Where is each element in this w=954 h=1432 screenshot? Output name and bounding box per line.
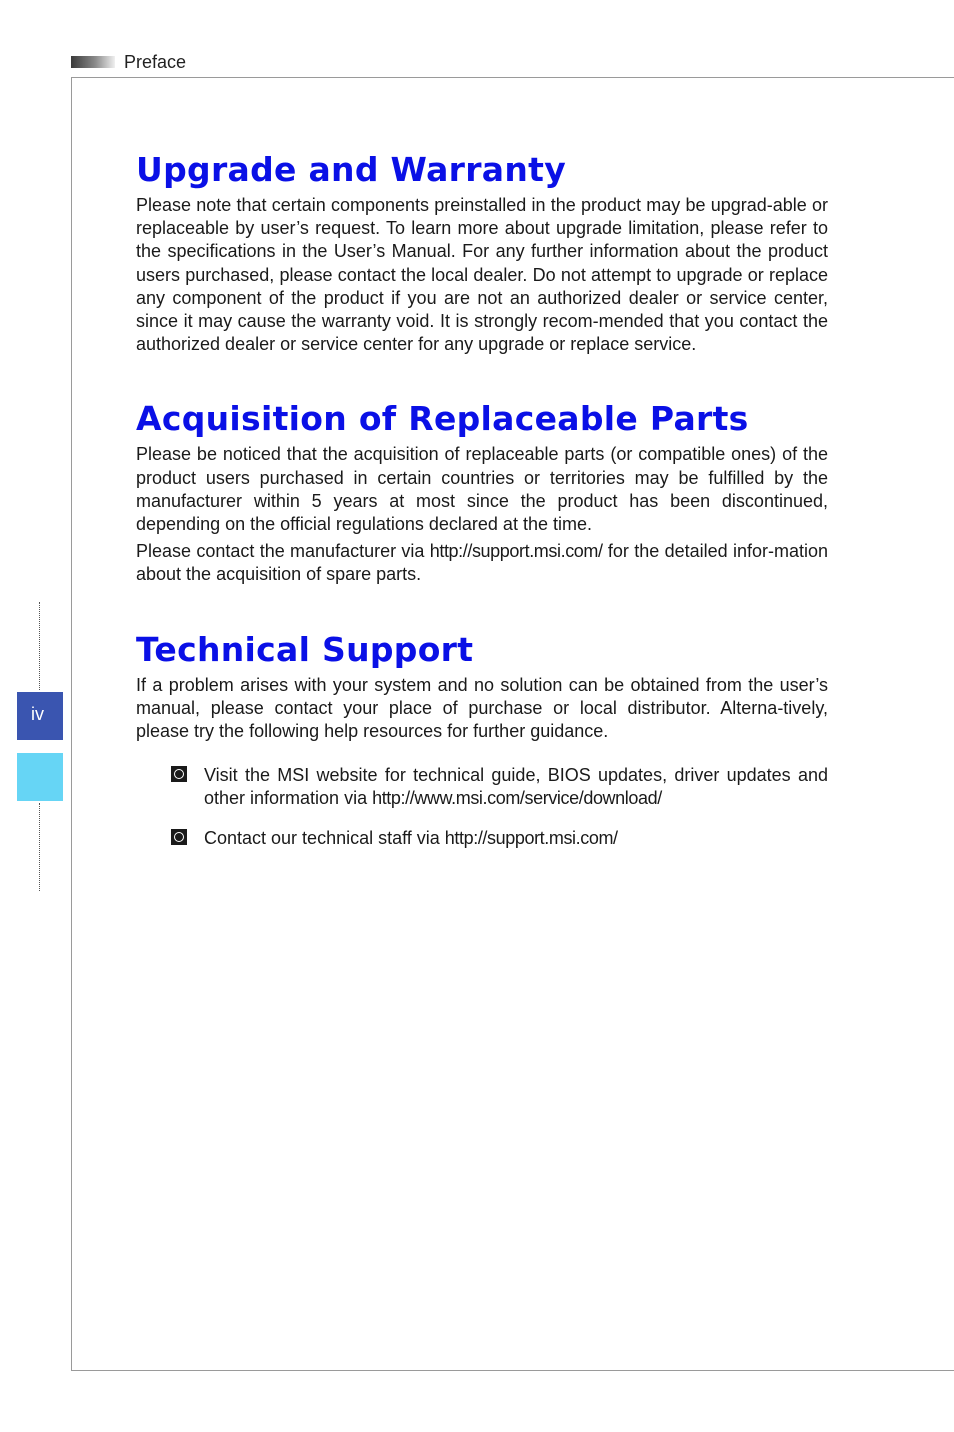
header-title: Preface: [124, 52, 187, 72]
contact-paragraph: [136, 540, 828, 586]
page-tab-accent: [17, 753, 63, 801]
header-gradient-bar: [71, 56, 115, 68]
bullet-text: Contact our technical staff via: [204, 827, 445, 848]
bullet-circle-icon: [171, 829, 187, 845]
section-title: Acquisition of Replaceable Parts: [136, 399, 749, 439]
support-resources-list: [136, 764, 828, 850]
download-link[interactable]: http://www.msi.com/service/download/: [372, 788, 662, 809]
bullet-text: Visit the MSI website for technical guide, BIOS updates, driver updates and other information via: [204, 765, 828, 809]
section-paragraph: Please note that certain components preinstalled in the product may be upgrad-able or replaceable by user’s request. To learn more about upgrade limitation, please refer to the specifications in the User’s Manual. For any further information about the product users purchased, please contact the local dealer. Do not attempt to upgrade or replace any component of the product if you are not an authorized dealer or service center, since it may cause the warranty void. It is strongly recom-mended that you contact the authorized dealer or service center for any upgrade or replace service.: [136, 195, 828, 355]
list-item: [136, 827, 828, 850]
section-paragraph: Please be noticed that the acquisition of replaceable parts (or compatible ones) of the product users purchased in certain countries or territories may be fulfilled by the manufacturer within 5 years at most since the product has been discontinued, depending on the official regulations declared at the time.: [136, 444, 828, 535]
section-title: Technical Support: [136, 629, 474, 669]
section-technical-support: [136, 628, 828, 850]
bullet-circle-icon: [171, 766, 187, 782]
contact-text-after: for the detailed infor-mation about the acquisition of spare parts.: [136, 541, 828, 585]
section-upgrade-warranty: [136, 148, 828, 356]
section-title: Upgrade and Warranty: [136, 150, 567, 189]
support-link[interactable]: http://support.msi.com/: [429, 541, 603, 562]
list-item: [136, 764, 828, 810]
section-paragraph: If a problem arises with your system and no solution can be obtained from the user’s manual, please contact your place of purchase or local distributor. Alterna-tively, please try the following help resources for further guidance.: [136, 674, 828, 742]
page-content: [136, 148, 828, 866]
frame-bottom-line: [71, 1370, 954, 1371]
support-link[interactable]: http://support.msi.com/: [444, 827, 618, 848]
page-number-tab: iv: [17, 692, 63, 740]
side-dotted-line-top: [39, 602, 40, 690]
frame-top-line: [71, 77, 954, 78]
side-dotted-line-bottom: [39, 803, 40, 891]
section-replaceable-parts: [136, 397, 828, 586]
contact-text-before: Please contact the manufacturer via: [136, 541, 430, 562]
frame-left-line: [71, 77, 72, 1371]
